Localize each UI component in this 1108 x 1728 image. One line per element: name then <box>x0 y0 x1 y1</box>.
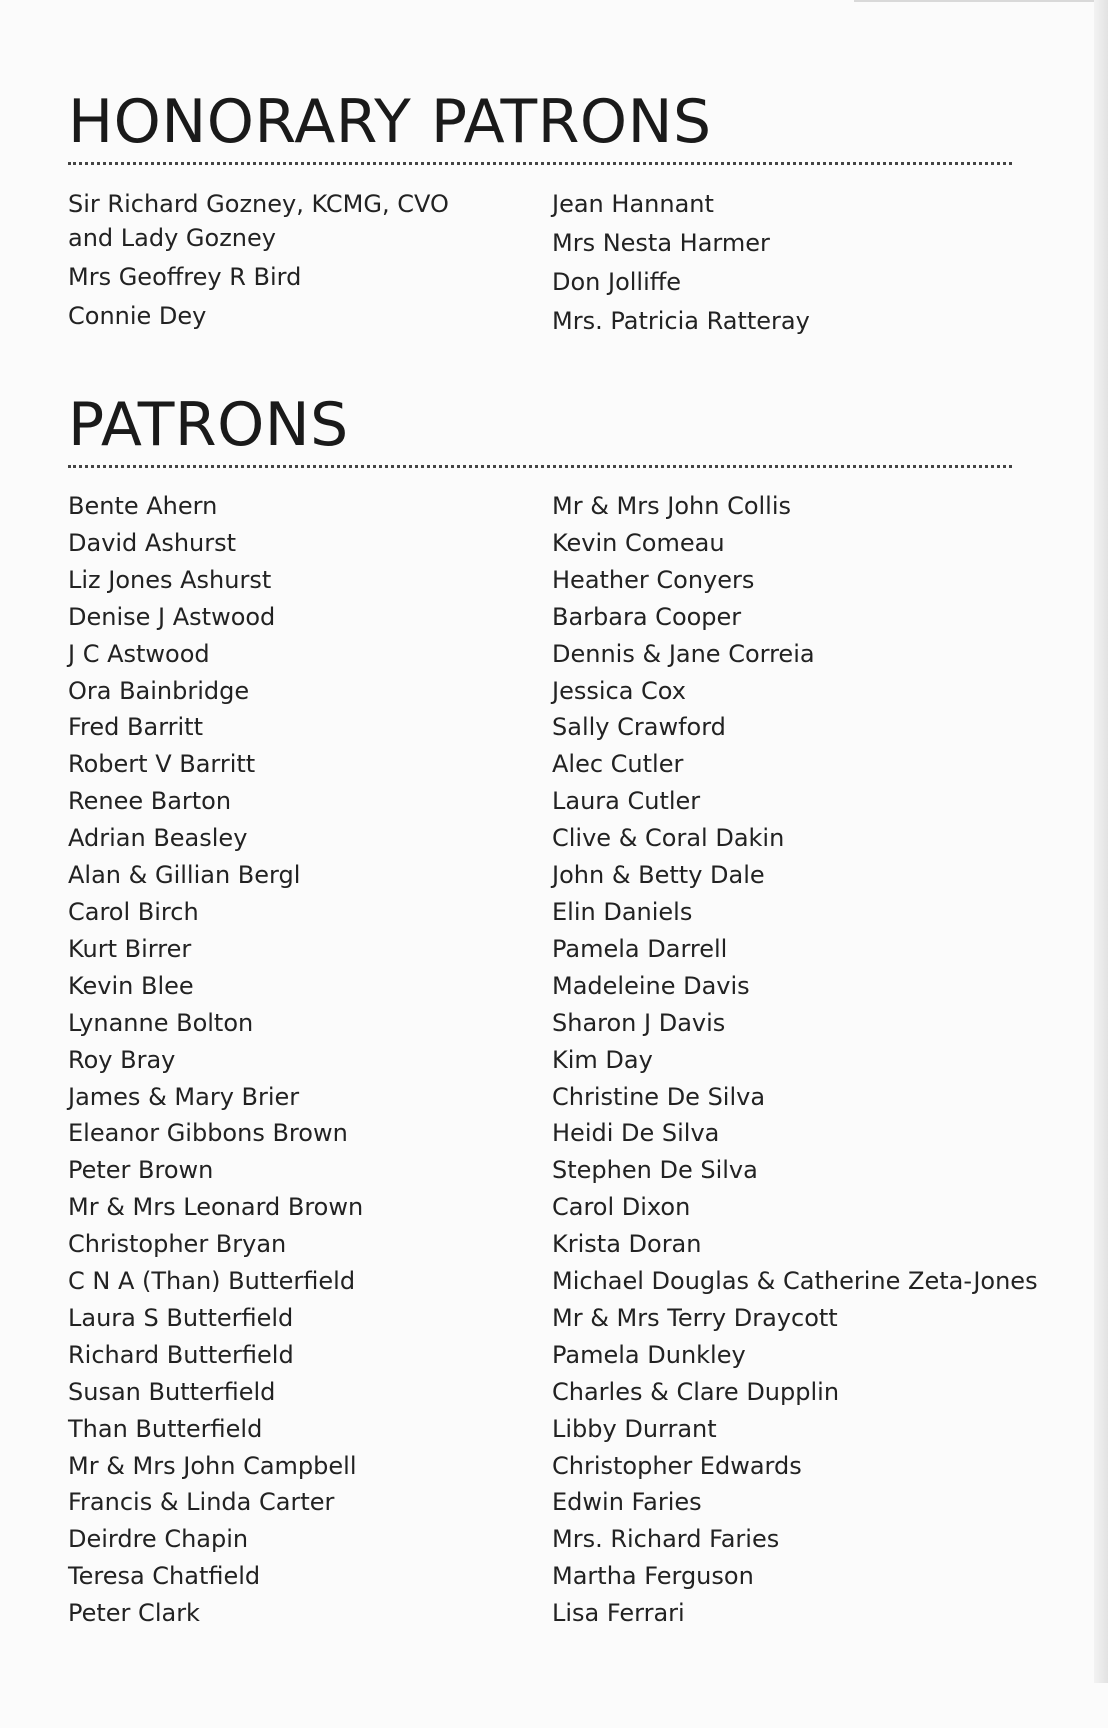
patron-name: Ora Bainbridge <box>68 676 250 705</box>
patron-name: Sally Crawford <box>552 713 726 742</box>
patron-name: Roy Bray <box>68 1045 176 1074</box>
patron-name: Sharon J Davis <box>552 1008 726 1037</box>
honorary-patron-name: Mrs Nesta Harmer <box>552 229 770 257</box>
patron-name: Elin Daniels <box>552 897 693 926</box>
patron-name: Kurt Birrer <box>68 934 192 963</box>
patron-name: Jessica Cox <box>552 676 686 705</box>
patron-name: Michael Douglas & Catherine Zeta-Jones <box>552 1267 1038 1296</box>
patron-name: Kevin Blee <box>68 971 194 1000</box>
patron-name: Heather Conyers <box>552 565 755 594</box>
patron-name: Lynanne Bolton <box>68 1008 254 1037</box>
patrons-heading: PATRONS <box>68 390 349 460</box>
patron-name: Francis & Linda Carter <box>68 1488 335 1517</box>
patron-name: Madeleine Davis <box>552 971 750 1000</box>
patron-name: Alan & Gillian Bergl <box>68 861 301 890</box>
honorary-patron-entry <box>68 187 449 256</box>
patrons-right-column <box>552 488 1038 1632</box>
patron-name: Fred Barritt <box>68 713 203 742</box>
patron-name: Liz Jones Ashurst <box>68 565 272 594</box>
patron-name: Libby Durrant <box>552 1414 717 1443</box>
patron-name: Carol Dixon <box>552 1193 691 1222</box>
page-edge-top <box>854 0 1094 2</box>
patron-name: Barbara Cooper <box>552 602 742 631</box>
honorary-patron-name-line: Sir Richard Gozney, KCMG, CVO <box>68 190 449 218</box>
honorary-patron-entry <box>68 299 449 334</box>
patron-name: Teresa Chatfield <box>68 1562 261 1591</box>
patron-name: Heidi De Silva <box>552 1119 720 1148</box>
patron-name: Kim Day <box>552 1045 653 1074</box>
dotted-divider <box>68 465 1012 468</box>
honorary-patron-name: Mrs Geoffrey R Bird <box>68 263 302 291</box>
page-edge <box>1094 0 1108 1683</box>
patron-name: Denise J Astwood <box>68 602 276 631</box>
patron-name: Martha Ferguson <box>552 1562 754 1591</box>
patron-name: Mr & Mrs Terry Draycott <box>552 1303 838 1332</box>
patron-name: Deirdre Chapin <box>68 1525 249 1554</box>
patron-name: Peter Clark <box>68 1599 200 1628</box>
patron-name: Laura S Butterfield <box>68 1303 294 1332</box>
patron-name: Laura Cutler <box>552 787 701 816</box>
honorary-patrons-left-column <box>68 187 449 338</box>
patron-name: Alec Cutler <box>552 750 684 779</box>
patron-name: Krista Doran <box>552 1230 702 1259</box>
patrons-left-column <box>68 488 363 1632</box>
patron-name: Clive & Coral Dakin <box>552 824 785 853</box>
patron-name: Eleanor Gibbons Brown <box>68 1119 348 1148</box>
patron-name: Mr & Mrs John Collis <box>552 492 792 520</box>
patron-name: Mrs. Richard Faries <box>552 1525 780 1554</box>
patron-name: Pamela Dunkley <box>552 1340 746 1369</box>
patron-name: James & Mary Brier <box>68 1082 300 1111</box>
dotted-divider <box>68 162 1012 165</box>
patron-name: Adrian Beasley <box>68 824 248 853</box>
patron-name: Peter Brown <box>68 1156 214 1185</box>
patron-name: Mr & Mrs Leonard Brown <box>68 1193 364 1222</box>
patron-name: Pamela Darrell <box>552 934 728 963</box>
honorary-patrons-columns <box>68 187 1012 337</box>
patrons-section <box>68 390 1038 1728</box>
honorary-patrons-right-column <box>552 187 810 343</box>
patron-name: Richard Butterfield <box>68 1340 294 1369</box>
patron-name: Dennis & Jane Correia <box>552 639 815 668</box>
patron-name: Susan Butterfield <box>68 1377 276 1406</box>
honorary-patrons-heading: HONORARY PATRONS <box>68 87 712 157</box>
patron-name: Mr & Mrs John Campbell <box>68 1451 357 1480</box>
patron-name: Stephen De Silva <box>552 1156 758 1185</box>
patrons-columns <box>68 488 1038 1728</box>
patron-name: Christine De Silva <box>552 1082 766 1111</box>
patron-name: David Ashurst <box>68 528 237 557</box>
patron-name: Christopher Edwards <box>552 1451 802 1480</box>
patron-name: Than Butterfield <box>68 1414 263 1443</box>
patron-name: John & Betty Dale <box>552 861 765 890</box>
honorary-patron-name-line: and Lady Gozney <box>68 224 276 252</box>
patron-name: Renee Barton <box>68 787 232 816</box>
honorary-patron-name: Don Jolliffe <box>552 268 682 296</box>
patron-name: Carol Birch <box>68 897 199 926</box>
patron-name: Christopher Bryan <box>68 1230 287 1259</box>
honorary-patron-name: Connie Dey <box>68 302 207 330</box>
patron-name: C N A (Than) Butterfield <box>68 1267 356 1296</box>
patron-name: Robert V Barritt <box>68 750 256 779</box>
honorary-patron-name: Jean Hannant <box>552 190 714 218</box>
patron-name: J C Astwood <box>68 639 210 668</box>
patron-name: Lisa Ferrari <box>552 1599 685 1628</box>
patron-name: Bente Ahern <box>68 492 218 520</box>
patron-name: Kevin Comeau <box>552 528 725 557</box>
patron-name: Charles & Clare Dupplin <box>552 1377 840 1406</box>
honorary-patrons-section <box>68 87 1012 337</box>
honorary-patron-entry <box>68 260 449 295</box>
honorary-patron-name: Mrs. Patricia Ratteray <box>552 307 810 335</box>
patron-name: Edwin Faries <box>552 1488 702 1517</box>
